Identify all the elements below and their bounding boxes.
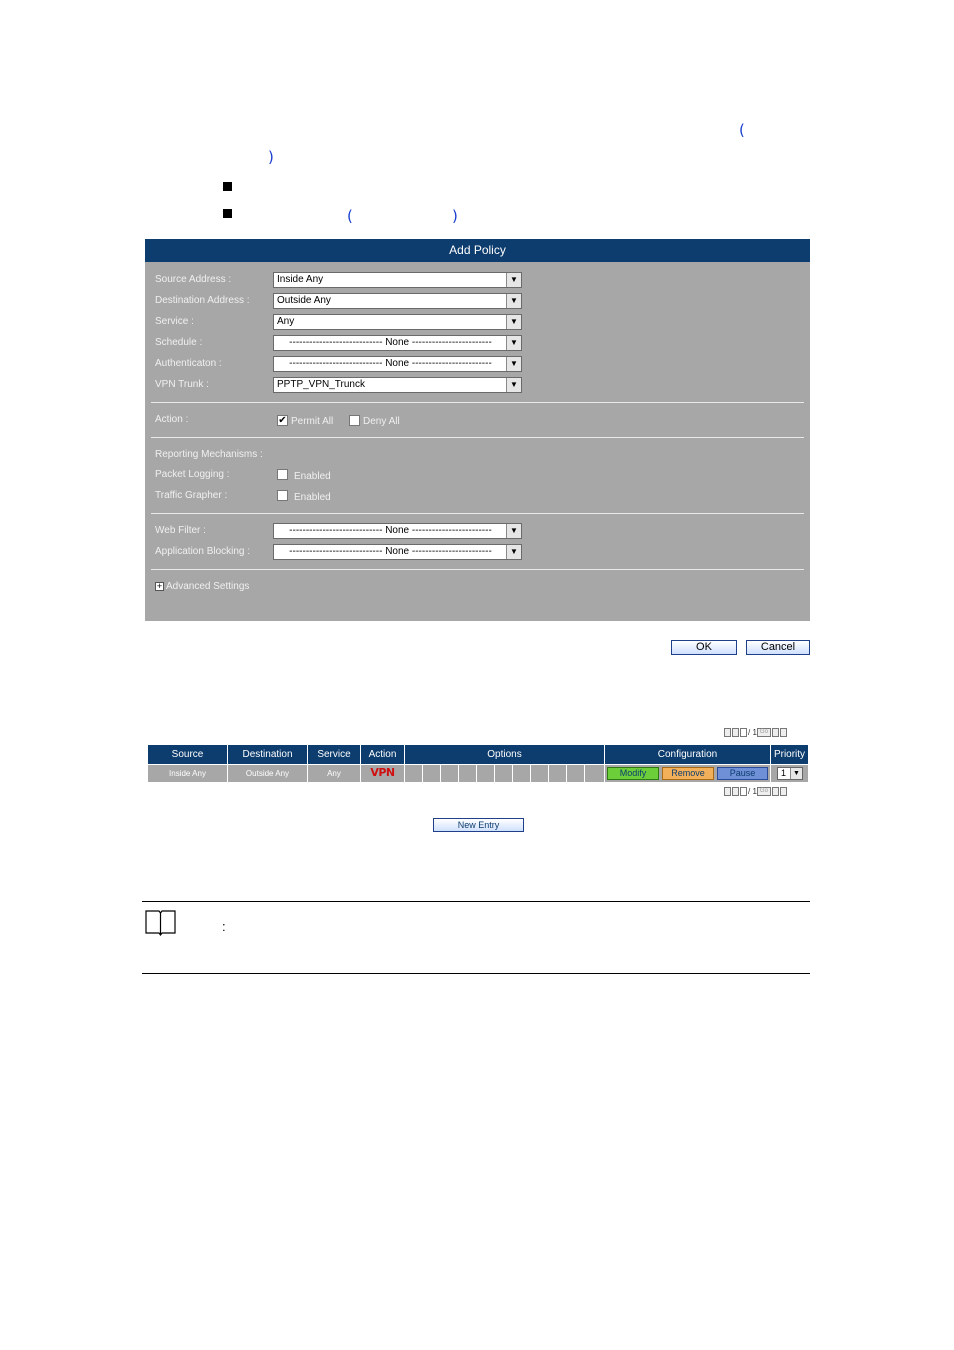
col-source: Source <box>148 745 228 764</box>
pager-separator: / <box>748 787 751 796</box>
chevron-down-icon: ▼ <box>506 294 521 308</box>
authentication-label: Authenticaton : <box>155 358 222 369</box>
remove-button[interactable]: Remove <box>662 767 714 780</box>
add-policy-title: Add Policy <box>145 239 810 262</box>
chevron-down-icon: ▼ <box>506 336 521 350</box>
next-page-icon[interactable] <box>772 728 779 737</box>
cell-destination: Outside Any <box>228 765 308 782</box>
option-cell <box>405 765 423 782</box>
permit-all-checkbox[interactable]: ✔ <box>278 415 287 426</box>
note-top-rule <box>142 901 810 902</box>
next-page-icon[interactable] <box>772 787 779 796</box>
service-label: Service : <box>155 316 194 327</box>
paren-close: ) <box>268 148 274 166</box>
vpn-badge-icon: VPN <box>370 766 395 779</box>
note-colon: : <box>222 919 226 934</box>
source-address-value: Inside Any <box>277 274 324 285</box>
web-filter-value: ---------------------------- None ------------------------ <box>289 525 492 536</box>
vpn-trunk-value: PPTP_VPN_Trunck <box>277 379 365 390</box>
packet-logging-checkbox[interactable] <box>277 469 288 480</box>
chevron-down-icon: ▼ <box>506 524 521 538</box>
pager-total: 1 <box>752 728 757 737</box>
schedule-label: Schedule : <box>155 337 203 348</box>
authentication-select[interactable] <box>273 356 522 372</box>
option-cell <box>495 765 513 782</box>
destination-address-select[interactable] <box>273 293 522 309</box>
col-service: Service <box>308 745 361 764</box>
app-blocking-label: Application Blocking : <box>155 546 251 557</box>
expand-plus-icon[interactable]: + <box>156 581 163 591</box>
go-button[interactable]: Go <box>757 728 771 737</box>
traffic-grapher-label: Traffic Grapher : <box>155 490 228 501</box>
paren-open: ( <box>739 121 745 139</box>
note-bottom-rule <box>142 973 810 974</box>
authentication-value: ---------------------------- None ------------------------ <box>289 358 492 369</box>
chevron-down-icon: ▼ <box>506 357 521 371</box>
vpn-trunk-label: VPN Trunk : <box>155 379 209 390</box>
last-page-icon[interactable] <box>780 728 787 737</box>
last-page-icon[interactable] <box>780 787 787 796</box>
book-icon <box>144 908 177 936</box>
chevron-down-icon: ▼ <box>790 768 802 779</box>
ok-button[interactable]: OK <box>671 640 737 655</box>
deny-all-label: Deny All <box>363 416 400 427</box>
section-divider <box>151 569 804 570</box>
option-cell <box>441 765 459 782</box>
traffic-grapher-checkbox[interactable] <box>277 490 288 501</box>
pager-bottom <box>724 787 788 797</box>
pager-separator: / <box>748 728 751 737</box>
app-blocking-select[interactable] <box>273 544 522 560</box>
bullet-icon <box>223 209 232 218</box>
schedule-value: ---------------------------- None ------------------------ <box>289 337 492 348</box>
web-filter-label: Web Filter : <box>155 525 206 536</box>
cell-source: Inside Any <box>148 765 228 782</box>
prev-page-icon[interactable] <box>732 728 739 737</box>
option-cell <box>477 765 495 782</box>
col-action: Action <box>361 745 405 764</box>
packet-logging-label: Packet Logging : <box>155 469 230 480</box>
col-destination: Destination <box>228 745 308 764</box>
action-label: Action : <box>155 414 189 425</box>
section-divider <box>151 402 804 403</box>
service-value: Any <box>277 316 295 327</box>
chevron-down-icon: ▼ <box>506 315 521 329</box>
app-blocking-value: ---------------------------- None ------------------------ <box>289 546 492 557</box>
source-address-label: Source Address : <box>155 274 232 285</box>
traffic-grapher-option: Enabled <box>294 492 331 503</box>
service-select[interactable] <box>273 314 522 330</box>
packet-logging-option: Enabled <box>294 471 331 482</box>
pager-total: 1 <box>752 787 757 796</box>
new-entry-button[interactable]: New Entry <box>433 818 524 832</box>
prev-page-icon[interactable] <box>732 787 739 796</box>
option-cell <box>459 765 477 782</box>
col-priority: Priority <box>771 745 808 764</box>
reporting-heading: Reporting Mechanisms : <box>155 449 263 460</box>
col-configuration: Configuration <box>605 745 771 764</box>
section-divider <box>151 437 804 438</box>
destination-address-label: Destination Address : <box>155 295 250 306</box>
option-cell <box>531 765 549 782</box>
web-filter-select[interactable] <box>273 523 522 539</box>
first-page-icon[interactable] <box>724 728 731 737</box>
option-cell <box>567 765 585 782</box>
pager-top <box>724 728 788 738</box>
first-page-icon[interactable] <box>724 787 731 796</box>
priority-select[interactable] <box>777 767 803 780</box>
modify-button[interactable]: Modify <box>607 767 659 780</box>
destination-address-value: Outside Any <box>277 295 331 306</box>
section-divider <box>151 513 804 514</box>
paren-close: ) <box>452 207 458 225</box>
col-options: Options <box>405 745 605 764</box>
option-cell <box>423 765 441 782</box>
source-address-select[interactable] <box>273 272 522 288</box>
chevron-down-icon: ▼ <box>506 545 521 559</box>
go-button[interactable]: Go <box>757 787 771 796</box>
cell-service: Any <box>308 765 361 782</box>
permit-all-label: Permit All <box>291 416 334 427</box>
chevron-down-icon: ▼ <box>506 378 521 392</box>
vpn-trunk-select[interactable] <box>273 377 522 393</box>
cancel-button[interactable]: Cancel <box>746 640 810 655</box>
schedule-select[interactable] <box>273 335 522 351</box>
option-cell <box>549 765 567 782</box>
option-cell <box>585 765 605 782</box>
advanced-settings-link[interactable]: Advanced Settings <box>166 581 250 592</box>
page-number-input[interactable] <box>740 787 747 796</box>
page-number-input[interactable] <box>740 728 747 737</box>
chevron-down-icon: ▼ <box>506 273 521 287</box>
paren-open: ( <box>347 207 353 225</box>
cell-action <box>361 765 405 782</box>
option-cell <box>513 765 531 782</box>
priority-value: 1 <box>781 768 787 778</box>
deny-all-checkbox[interactable] <box>349 415 360 426</box>
pause-button[interactable]: Pause <box>717 767 768 780</box>
bullet-icon <box>223 182 232 191</box>
